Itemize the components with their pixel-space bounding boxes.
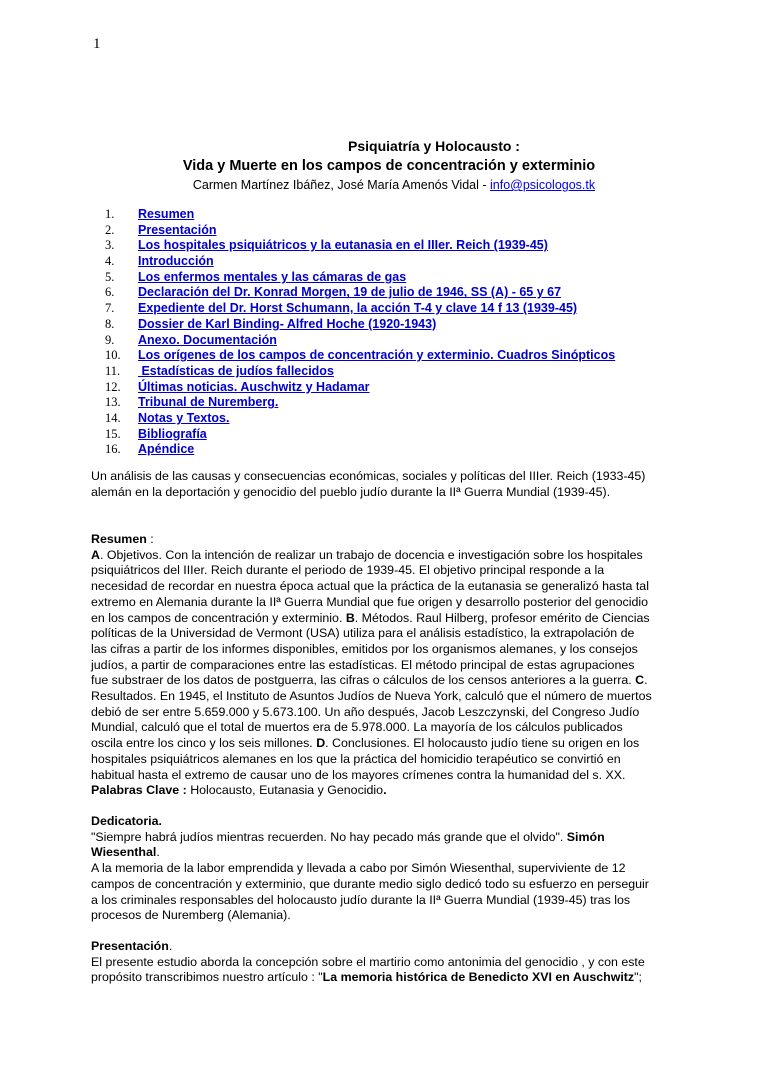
- dedicatoria-section: [91, 814, 691, 924]
- intro-line: Un análisis de las causas y consecuencias económicas, sociales y políticas del IIIer. Reich (1933-45): [91, 469, 646, 483]
- toc-link[interactable]: Dossier de Karl Binding- Alfred Hoche (1920-1943): [138, 316, 437, 331]
- text-line: [91, 752, 691, 768]
- toc-link[interactable]: Expediente del Dr. Horst Schumann, la acción T-4 y clave 14 f 13 (1939-45): [138, 301, 578, 316]
- toc-item-number: 11.: [105, 363, 121, 378]
- text-line: [91, 611, 691, 627]
- toc-item: [105, 427, 615, 443]
- text-run: oscila entre los cinco y los seis millones.: [91, 736, 317, 751]
- text-line: [91, 595, 691, 611]
- toc-link[interactable]: Declaración del Dr. Konrad Morgen, 19 de julio de 1946, SS (A) - 65 y 67: [138, 285, 562, 300]
- table-of-contents: [105, 207, 615, 458]
- toc-link[interactable]: Apéndice: [138, 442, 195, 457]
- bold-text: D: [316, 736, 326, 751]
- text-run: habitual hasta el extremo de causar uno de los mayores crímenes contra la humanidad del s. XX.: [91, 767, 626, 782]
- text-line: [91, 673, 691, 689]
- text-run: .: [156, 845, 160, 860]
- toc-item-number: 1.: [105, 207, 115, 221]
- text-run: propósito transcribimos nuestro artículo : ": [91, 970, 323, 985]
- toc-item: [105, 348, 615, 364]
- text-run: . Conclusiones. El holocausto judío tiene su origen en los: [325, 736, 640, 751]
- text-run: . Métodos. Raul Hilberg, profesor emérito de Ciencias: [354, 610, 650, 625]
- text-run: Resultados. En 1945, el Instituto de Asuntos Judíos de Nueva York, calculó que el número de muertos: [91, 689, 652, 704]
- text-line: [91, 893, 691, 909]
- bold-text: .: [383, 783, 387, 798]
- dedicatoria-body: [91, 830, 691, 924]
- toc-item: [105, 238, 615, 254]
- toc-item-number: 15.: [105, 426, 121, 441]
- toc-item-number: 5.: [105, 269, 115, 284]
- text-line: [91, 689, 691, 705]
- resumen-heading-suffix: :: [146, 532, 154, 546]
- text-line: [91, 642, 691, 658]
- toc-item-number: 9.: [105, 332, 115, 347]
- presentacion-heading-suffix: .: [168, 939, 173, 953]
- text-line: [91, 830, 691, 846]
- toc-link[interactable]: Notas y Textos.: [138, 410, 230, 425]
- bold-text: La memoria histórica de Benedicto XVI en Auschwitz: [322, 970, 635, 985]
- text-line: [91, 877, 691, 893]
- text-run: debió de ser entre 5.659.000 y 5.673.100. Un año después, Jacob Leszczynski, del Congreso Judío: [91, 704, 640, 719]
- text-line: [91, 970, 691, 986]
- text-run: judíos, a partir de comparaciones entre las estadísticas. El método principal de estas agrupaciones: [91, 657, 635, 672]
- text-run: psiquiátricos del IIIer. Reich durante el periodo de 1939-45. El objetivo principal responde a la: [91, 563, 605, 578]
- presentacion-heading-text: Presentación: [91, 939, 169, 953]
- text-line: [91, 861, 691, 877]
- toc-item-number: 2.: [105, 222, 115, 237]
- bold-text: Simón: [566, 829, 605, 844]
- toc-item: [105, 270, 615, 286]
- text-run: fue substraer de los datos de postguerra, las cifras o cálculos de los censos anteriores a la guerra.: [91, 673, 636, 688]
- document-subtitle: Vida y Muerte en los campos de concentración y exterminio: [182, 158, 596, 174]
- presentacion-heading: [91, 939, 691, 955]
- toc-item-number: 14.: [105, 410, 121, 425]
- bold-text: B: [345, 610, 355, 625]
- text-run: . Objetivos. Con la intención de realizar un trabajo de docencia e investigación sobre los hospitales: [99, 547, 643, 562]
- toc-item-number: 3.: [105, 238, 115, 253]
- presentacion-body: [91, 955, 691, 986]
- toc-link[interactable]: Anexo. Documentación: [138, 332, 277, 347]
- presentacion-section: [91, 939, 691, 986]
- toc-item-number: 16.: [105, 442, 121, 457]
- text-line: [91, 579, 691, 595]
- document-title: Psiquiatría y Holocausto :: [348, 138, 520, 154]
- toc-link[interactable]: Introducción: [138, 254, 214, 269]
- text-run: campos de concentración y exterminio, que durante medio siglo dedicó todo su esfuerzo en perseguir: [91, 876, 649, 891]
- toc-item: [105, 301, 615, 317]
- toc-item: [105, 254, 615, 270]
- text-line: [91, 720, 691, 736]
- text-line: [91, 768, 691, 784]
- toc-item-number: 13.: [105, 395, 121, 410]
- toc-item: [105, 380, 615, 396]
- text-line: [91, 705, 691, 721]
- text-line: [91, 955, 691, 971]
- resumen-heading-text: Resumen: [91, 532, 147, 546]
- text-run: políticas de la Universidad de Vermont (USA) utiliza para el análisis estadístico, la extrapolación de: [91, 626, 635, 641]
- bold-text: A: [91, 547, 100, 562]
- toc-item: [105, 223, 615, 239]
- toc-link[interactable]: Resumen: [138, 207, 195, 221]
- toc-item: [105, 442, 615, 458]
- authors-names: Carmen Martínez Ibáñez, José María Amenós Vidal -: [192, 178, 491, 192]
- text-run: .: [644, 673, 648, 688]
- author-email-link[interactable]: info@psicologos.tk: [490, 178, 596, 192]
- toc-item: [105, 364, 615, 380]
- text-line: [91, 736, 691, 752]
- toc-item: [105, 285, 615, 301]
- intro-paragraph: [91, 469, 691, 500]
- text-line: [91, 845, 691, 861]
- text-line: [91, 548, 691, 564]
- text-run: en los campos de concentración y exterminio.: [91, 610, 346, 625]
- resumen-body: [91, 548, 691, 799]
- resumen-section: [91, 532, 691, 799]
- text-run: necesidad de recordar en nuestra época actual que la práctica de la eutanasia se generalizó hasta tal: [91, 579, 649, 594]
- toc-link[interactable]: Bibliografía: [138, 426, 207, 441]
- toc-item: [105, 317, 615, 333]
- toc-link[interactable]: Estadísticas de judíos fallecidos: [138, 363, 334, 378]
- text-line: [91, 908, 691, 924]
- bold-text: C: [635, 673, 645, 688]
- text-run: Holocausto, Eutanasia y Genocidio: [186, 783, 384, 798]
- toc-item-number: 12.: [105, 379, 121, 394]
- text-run: a los criminales responsables del holocausto judío durante la IIª Guerra Mundial (1939-45) tras los: [91, 892, 631, 907]
- toc-link[interactable]: Tribunal de Nuremberg.: [138, 395, 279, 410]
- toc-item: [105, 333, 615, 349]
- text-run: "Siempre habrá judíos mientras recuerden. No hay pecado más grande que el olvido".: [91, 829, 567, 844]
- toc-item-number: 10.: [105, 348, 121, 363]
- toc-item: [105, 395, 615, 411]
- bold-text: Palabras Clave :: [91, 783, 187, 798]
- text-line: [91, 563, 691, 579]
- text-run: ";: [634, 970, 642, 985]
- toc-item-number: 6.: [105, 285, 115, 300]
- toc-link[interactable]: Últimas noticias. Auschwitz y Hadamar: [138, 379, 370, 394]
- page-number: 1: [93, 36, 101, 52]
- toc-link[interactable]: Los enfermos mentales y las cámaras de gas: [138, 269, 407, 284]
- toc-link[interactable]: Los orígenes de los campos de concentración y exterminio. Cuadros Sinópticos: [138, 348, 616, 363]
- toc-item-number: 8.: [105, 316, 115, 331]
- toc-link[interactable]: Presentación: [138, 222, 217, 237]
- text-run: extremo en Alemania durante la IIª Guerra Mundial que fue origen y desarrollo posterior del genocidio: [91, 594, 648, 609]
- toc-item: [105, 207, 615, 223]
- text-run: El presente estudio aborda la concepción sobre el martirio como antonimia del genocidio , y con este: [91, 954, 645, 969]
- toc-item: [105, 411, 615, 427]
- text-line: [91, 626, 691, 642]
- text-run: A la memoria de la labor emprendida y llevada a cabo por Simón Wiesenthal, superviviente de 12: [91, 861, 626, 876]
- bold-text: Wiesenthal: [91, 845, 157, 860]
- text-run: las cifras a partir de los informes disponibles, emitidos por los organismos alemanes, y los consejos: [91, 641, 638, 656]
- intro-line: alemán en la deportación y genocidio del pueblo judío durante la IIª Guerra Mundial (1939-45).: [91, 484, 611, 499]
- toc-item-number: 4.: [105, 254, 115, 269]
- text-run: hospitales psiquiátricos alemanes en los que la práctica del homicidio terapéutico se convirtió en: [91, 751, 621, 766]
- text-line: [91, 783, 691, 799]
- resumen-heading: [91, 532, 691, 548]
- toc-item-number: 7.: [105, 301, 115, 316]
- text-run: Mundial, calculó que el total de muertos era de 5.978.000. La mayoría de los cálculos publicados: [91, 720, 623, 735]
- dedicatoria-heading: Dedicatoria.: [91, 814, 162, 828]
- authors-line: [0, 178, 768, 192]
- text-line: [91, 658, 691, 674]
- toc-link[interactable]: Los hospitales psiquiátricos y la eutanasia en el IIIer. Reich (1939-45): [138, 238, 548, 253]
- text-run: procesos de Nuremberg (Alemania).: [91, 908, 291, 923]
